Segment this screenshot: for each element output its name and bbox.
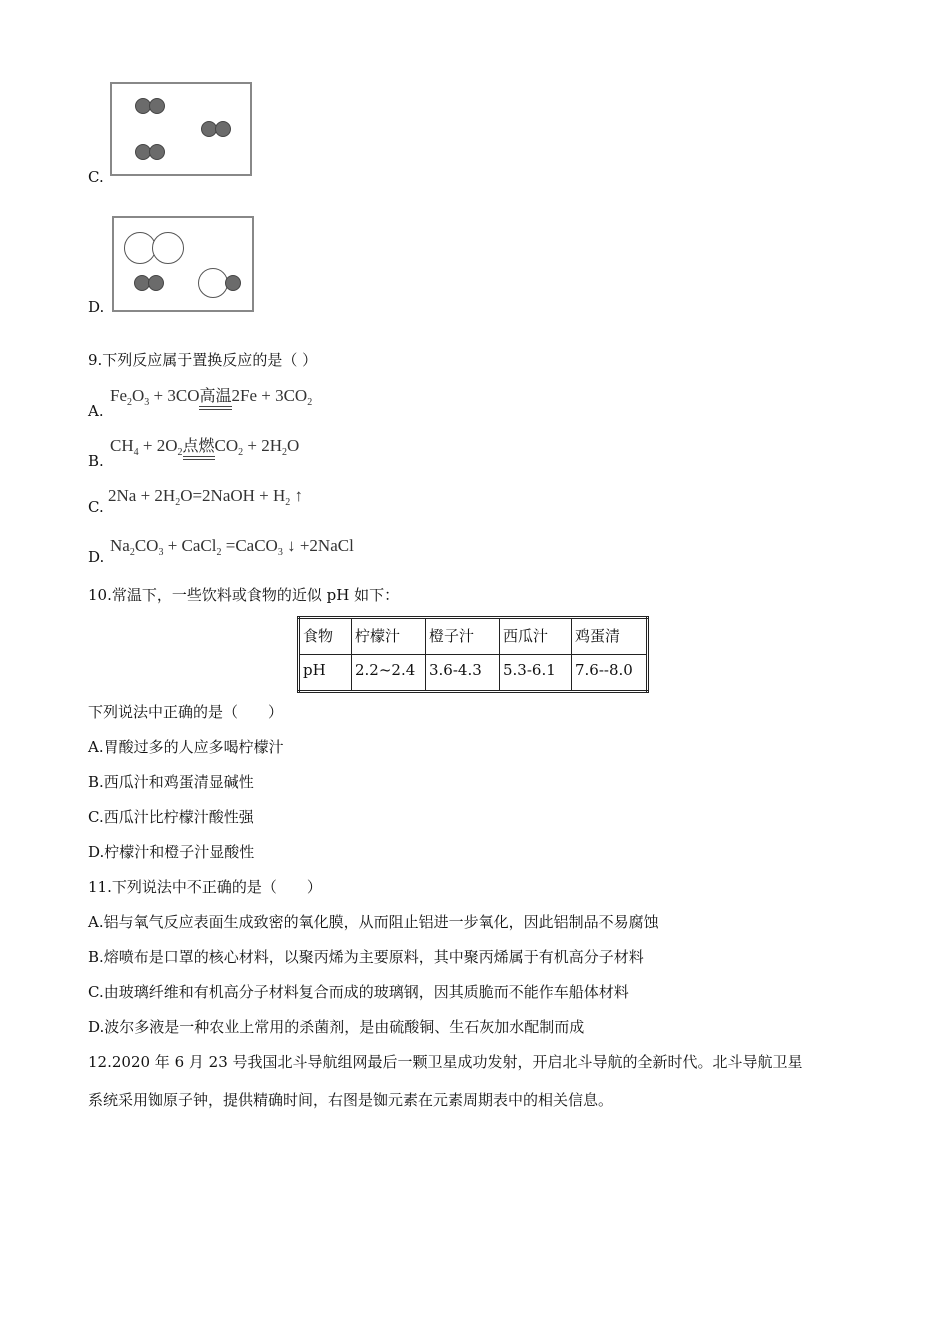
molecule-atom-large [198,268,228,298]
figure-d-label: D. [88,298,105,316]
molecule-atom [225,275,241,291]
table-cell: 食物 [299,618,352,655]
table-cell: 西瓜汁 [500,618,572,655]
q9-option-b-label: B. [88,452,104,470]
molecule-atom [148,275,164,291]
reaction-condition: 点燃 [182,436,215,455]
q10-option-a: A.胃酸过多的人应多喝柠檬汁 [88,738,284,756]
q9-option-b-equation: $CH_4 + 2O_2$点燃$CO_2 + 2H_2O$ [110,436,300,458]
q9-option-d-equation: $Na_2CO_3$ + CaCl$_2$ =CaCO$_3$ ↓ +2NaCl [110,536,354,558]
q9-option-c-label: C. [88,498,104,516]
q9-option-a-label: A. [88,402,104,420]
table-cell: pH [299,655,352,692]
question-10-stem: 10.常温下，一些饮料或食物的近似 pH 如下： [88,586,400,604]
table-cell: 7.6--8.0 [572,655,648,692]
question-12-line-2: 系统采用铷原子钟，提供精确时间，右图是铷元素在元素周期表中的相关信息。 [88,1091,614,1109]
q9-option-d-label: D. [88,548,105,566]
q10-option-c: C.西瓜汁比柠檬汁酸性强 [88,808,254,826]
molecule-atom [215,121,231,137]
table-cell: 5.3-6.1 [500,655,572,692]
table-header-row [299,618,648,655]
table-cell: 鸡蛋清 [572,618,648,655]
molecule-atom-large [152,232,184,264]
ph-table [297,616,649,693]
reaction-condition: 高温 [199,386,232,405]
table-cell: 3.6-4.3 [426,655,500,692]
table-cell: 橙子汁 [426,618,500,655]
q9-option-a-equation: $Fe_2O_3 + 3CO$高温$2Fe + 3CO_2$ [110,386,313,408]
figure-c-label: C. [88,168,104,186]
table-cell: 2.2~2.4 [352,655,426,692]
figure-d-box [112,216,254,312]
q11-option-a: A.铝与氧气反应表面生成致密的氧化膜，从而阻止铝进一步氧化，因此铝制品不易腐蚀 [88,913,659,931]
q10-option-b: B.西瓜汁和鸡蛋清显碱性 [88,773,254,791]
molecule-atom [149,144,165,160]
question-12-line-1: 12.2020 年 6 月 23 号我国北斗导航组网最后一颗卫星成功发射，开启北斗导航的全新时代。北斗导航卫星 [88,1053,803,1071]
q11-option-d: D.波尔多液是一种农业上常用的杀菌剂，是由硫酸铜、生石灰加水配制而成 [88,1018,585,1036]
q11-option-b: B.熔喷布是口罩的核心材料，以聚丙烯为主要原料，其中聚丙烯属于有机高分子材料 [88,948,644,966]
q9-option-c-equation: $2Na + 2H_2O=2NaOH + H_2$ ↑ [108,486,304,508]
question-10-question: 下列说法中正确的是（ ） [88,703,284,721]
q11-option-c: C.由玻璃纤维和有机高分子材料复合而成的玻璃钢，因其质脆而不能作车船体材料 [88,983,629,1001]
question-11-stem: 11.下列说法中不正确的是（ ） [88,878,322,896]
figure-c-box [110,82,252,176]
table-cell: 柠檬汁 [352,618,426,655]
table-row [299,655,648,692]
molecule-atom [149,98,165,114]
q10-option-d: D.柠檬汁和橙子汁显酸性 [88,843,255,861]
question-9-stem: 9.下列反应属于置换反应的是（ ） [88,351,318,369]
